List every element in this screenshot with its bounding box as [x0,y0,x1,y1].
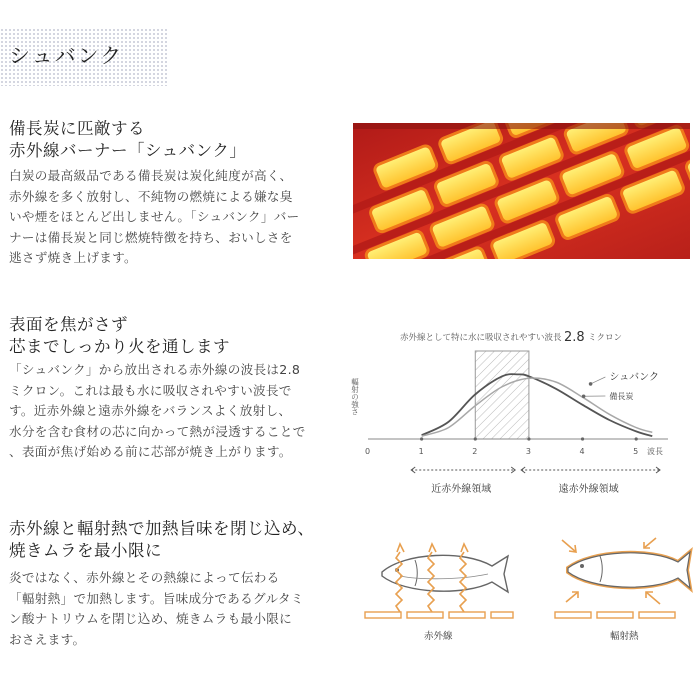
series-line [422,378,653,436]
legend-leader [591,377,606,384]
highlight-band [475,351,529,439]
y-axis-label: 輻射の強さ [350,378,360,416]
page-title: シュバンク [9,44,124,68]
legend-marker [582,394,586,398]
chart-svg [345,322,695,507]
x-tick-label: 3 [525,447,532,456]
section-1-heading [9,118,246,162]
wavelength-chart [345,322,695,507]
burner-heat-image [353,123,690,259]
x-tick-mark [635,437,638,440]
section-1-body [9,166,300,269]
section-3-heading-line: 焼きムラを最小限に [9,541,162,560]
x-tick-mark [420,437,423,440]
chart-title-unit: ミクロン [588,333,623,343]
radiant-heat-label: 輻射熱 [610,631,639,642]
body-line: 逃さず焼き上げます。 [9,250,137,265]
section-2-heading-line: 表面を焦がさず [9,315,128,334]
series-line [422,374,653,436]
burner-bars [365,612,513,618]
region-label: 近赤外線領域 [431,484,492,495]
region-label: 遠赤外線領域 [558,484,619,495]
body-line: おさえます。 [9,631,86,647]
legend-label: シュバンク [609,372,659,383]
infrared-label: 赤外線 [424,631,453,642]
section-2-heading-line: 芯までしっかり火を通します [9,337,230,356]
chart-title-prefix: 赤外線として特に水に吸収されやすい波長 [400,333,562,343]
body-line: ナーは備長炭と同じ燃焼特徴を持ち、おいしさを [9,229,293,245]
section-2-heading [9,314,230,358]
section-3-heading-line: 赤外線と輻射熱で加熱旨味を閉じ込め、 [9,519,315,538]
section-3-body [9,568,304,650]
x-axis-label: 波長 [647,447,663,456]
body-line: す。近赤外線と遠赤外線をバランスよく放射し、 [9,403,292,418]
body-line: 水分を含む食材の芯に向かって熱が浸透することで [9,423,306,439]
body-line: 赤外線を多く放射し、不純物の燃焼による嫌な臭 [9,188,293,204]
legend-label: 備長炭 [609,392,634,401]
x-tick-label: 2 [472,447,478,456]
x-tick-label: 1 [418,447,424,456]
section-1-heading-line: 備長炭に匹敵する [9,119,145,138]
x-tick-label: 0 [365,447,371,456]
section-2-body [9,360,306,463]
heating-illustrations [360,530,695,650]
section-1-heading-line: 赤外線バーナー「シュバンク」 [9,141,247,160]
highlight-band-rect [475,351,529,439]
radiant-heat-illustration [555,538,690,642]
burner-bars [555,612,675,618]
body-line: ミクロン。これは最も水に吸収されやすい波長で [9,382,292,398]
body-line: 「シュバンク」から放出される赤外線の波長は2.8 [9,362,301,377]
chart-title-value: 2.8 [564,330,585,345]
burner-heat-graphic [353,123,690,259]
infrared-illustration [365,544,513,642]
body-line: 白炭の最高級品である備長炭は炭化純度が高く、 [9,168,293,183]
x-tick-label: 4 [579,447,585,456]
body-line: 、表面が焦げ始める前に芯部が焼き上がります。 [9,444,292,459]
legend-marker [589,382,593,386]
illustrations-svg [360,530,695,650]
body-line: 炎ではなく、赤外線とその熱線によって伝わる [9,570,280,585]
section-3-heading [9,518,314,562]
body-line: 「輻射熱」で加熱します。旨味成分であるグルタミ [9,590,304,606]
body-line: ン酸ナトリウムを閉じ込め、焼きムラも最小限に [9,611,293,626]
x-tick-mark [527,437,530,440]
body-line: いや煙をほとんど出しません。「シュバンク」バー [9,209,300,224]
x-tick-mark [474,437,477,440]
x-tick-label: 5 [633,447,639,456]
x-tick-mark [581,437,584,440]
